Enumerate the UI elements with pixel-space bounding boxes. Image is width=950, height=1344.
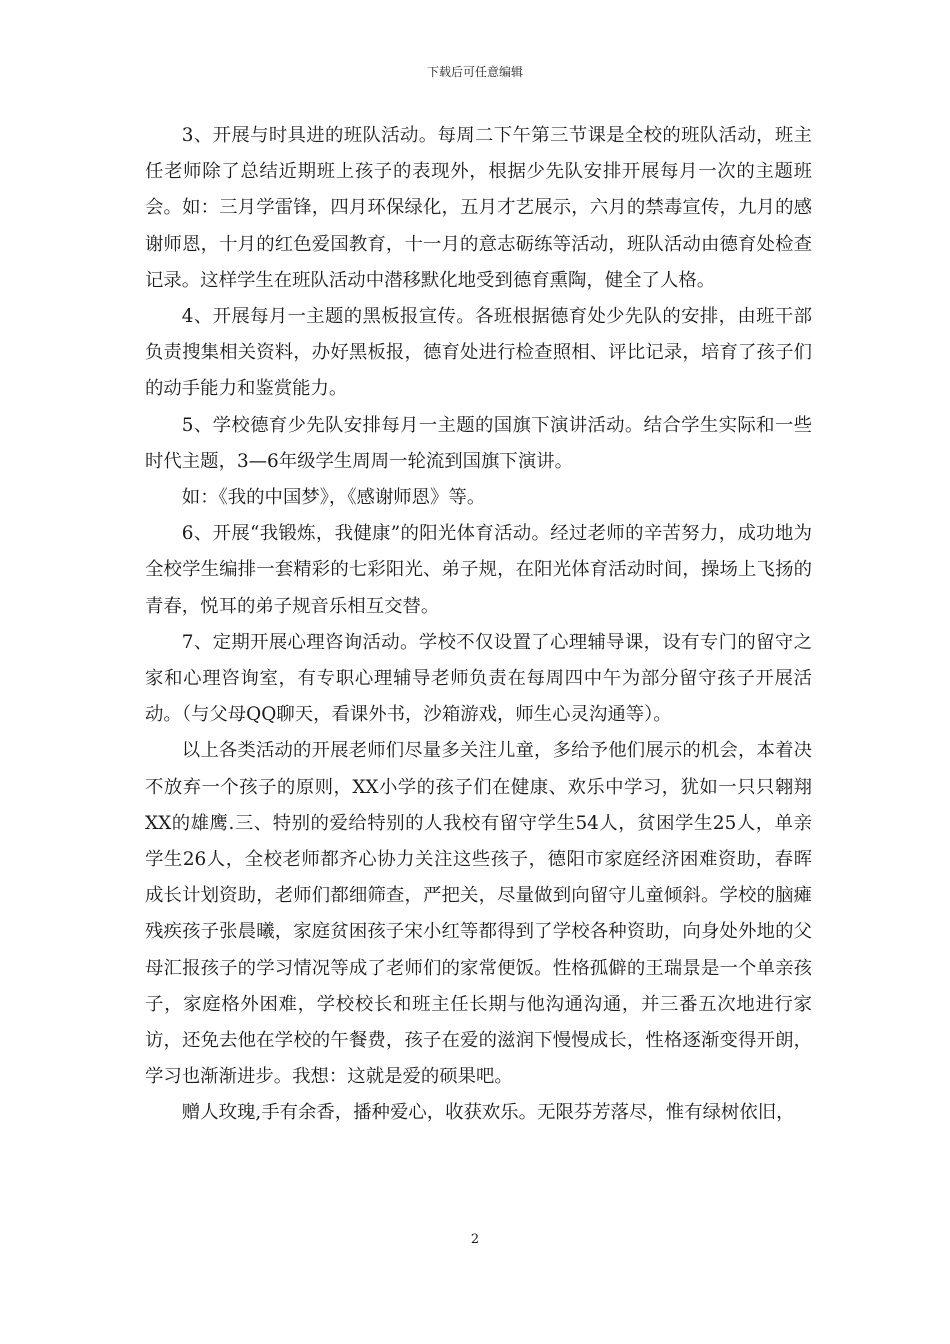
paragraph-speech-examples: 如：《我的中国梦》，《感谢师恩》等。 [181,487,486,509]
paragraph-counseling: 7、定期开展心理咨询活动。学校不仅设置了心理辅导课，设有专门的留守之家和心理咨询室，有专职心理辅导老师负责在每周四中午为部分留守孩子开展活动。（与父母QQ聊天，看课外书，沙箱游戏，师生心灵沟通等）。 [145,631,812,726]
paragraph-flag-speech: 5、学校德育少先队安排每月一主题的国旗下演讲活动。结合学生实际和一些时代主题，3—6年级学生周周一轮流到国旗下演讲。 [145,414,812,472]
document-body [145,118,812,1132]
paragraph-special-care: 以上各类活动的开展老师们尽量多关注儿童，多给予他们展示的机会，本着决不放弃一个孩子的原则，XX小学的孩子们在健康、欢乐中学习，犹如一只只翱翔XX的雄鹰.三、特别的爱给特别的人我校有留守学生54人，贫困学生25人，单亲学生26人，全校老师都齐心协力关注这些孩子，德阳市家庭经济困难资助，春晖成长计划资助，老师们都细筛查，严把关，尽量做到向留守儿童倾斜。学校的脑瘫残疾孩子张晨曦，家庭贫困孩子宋小红等都得到了学校各种资助，向身处外地的父母汇报孩子的学习情况等成了老师们的家常便饭。性格孤僻的王瑞景是一个单亲孩子，家庭格外困难，学校校长和班主任长期与他沟通沟通，并三番五次地进行家访，还免去他在学校的午餐费，孩子在爱的滋润下慢慢成长，性格逐渐变得开朗，学习也渐渐进步。我想：这就是爱的硕果吧。 [145,740,812,1088]
paragraph-class-activities: 3、开展与时具进的班队活动。每周二下午第三节课是全校的班队活动，班主任老师除了总结近期班上孩子的表现外，根据少先队安排开展每月一次的主题班会。如：三月学雷锋，四月环保绿化，五月才艺展示，六月的禁毒宣传，九月的感谢师恩，十月的红色爱国教育，十一月的意志砺练等活动，班队活动由德育处检查记录。这样学生在班队活动中潜移默化地受到德育熏陶，健全了人格。 [145,125,812,291]
paragraph-sports: 6、开展“我锻炼，我健康”的阳光体育活动。经过老师的辛苦努力，成功地为全校学生编排一套精彩的七彩阳光、弟子规，在阳光体育活动时间，操场上飞扬的青春，悦耳的弟子规音乐相互交替。 [145,523,812,617]
page-number: 2 [470,1232,480,1247]
paragraph-blackboard: 4、开展每月一主题的黑板报宣传。各班根据德育处少先队的安排，由班干部负责搜集相关资料，办好黑板报，德育处进行检查照相、评比记录，培育了孩子们的动手能力和鉴赏能力。 [145,306,812,400]
page-header: 下载后可任意编辑 [426,65,523,79]
paragraph-closing: 赠人玫瑰,手有余香，播种爱心，收获欢乐。无限芬芳落尽，惟有绿树依旧， [181,1102,795,1124]
